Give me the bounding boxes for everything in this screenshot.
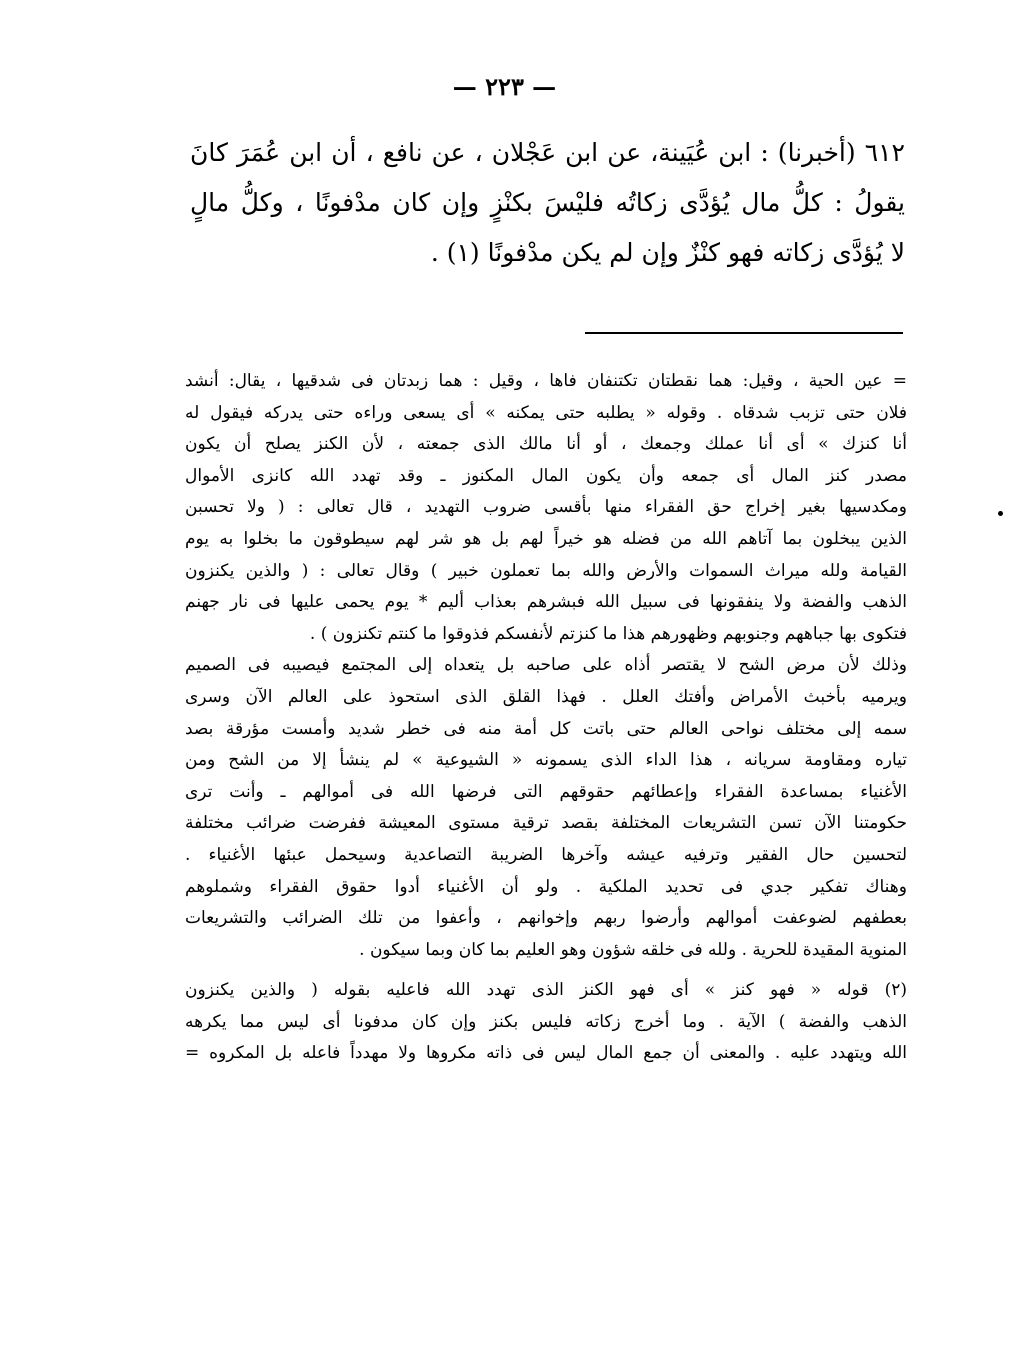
footnote-line: ويرميه بأخبث الأمراض وأفتك العلل . فهذا القلق الذى استحوذ على العالم الآن وسرى xyxy=(185,686,907,707)
footnote-line: سمه إلى مختلف نواحى العالم حتى باتت كل أمة منه فى خطر شديد وأمست مؤرقة بصد xyxy=(185,718,907,739)
footnote-line: القيامة ولله ميراث السموات والأرض والله بما تعملون خبير ) وقال تعالى : ( والذين يكنزون xyxy=(185,560,907,581)
footnote-line: وذلك لأن مرض الشح لا يقتصر أذاه على صاحبه بل يتعداه إلى المجتمع فيصيبه فى الصميم xyxy=(185,655,907,676)
footnote-line: الله ويتهدد عليه . والمعنى أن جمع المال ليس فى ذاته مكروها ولا مهدداً فاعله بل المكروه = xyxy=(185,1043,907,1064)
page-number: — ٢٢٣ — xyxy=(452,72,557,101)
main-hadith-text xyxy=(190,128,905,278)
footnote-line: تياره ومقاومة سريانه ، هذا الداء الذى يسمونه « الشيوعية » لم ينشأ إلا من الشح ومن xyxy=(185,750,907,771)
footnote-line: بعطفهم لضوعفت أموالهم وأرضوا ربهم وإخوانهم ، وأعفوا من تلك الضرائب والتشريعات xyxy=(185,908,907,929)
footnote-line: لتحسين حال الفقير وترفيه عيشه وآخرها الضريبة التصاعدية وسيحمل عبئها الأغنياء . xyxy=(185,844,907,865)
scan-speck xyxy=(998,511,1003,516)
main-text-line: لا يُؤدَّى زكاته فهو كنْزٌ وإن لم يكن مدْفونًا (١) . xyxy=(430,238,905,267)
main-text-line: ٦١٢ (أخبرنا) : ابن عُيَينة، عن ابن عَجْلان ، عن نافع ، أن ابن عُمَرَ كانَ xyxy=(190,138,905,167)
footnote-line: حكومتنا الآن تسن التشريعات المختلفة بقصد ترقية مستوى المعيشة ففرضت ضرائب مختلفة xyxy=(185,813,907,834)
footnote-line: مصدر كنز المال أى جمعه وأن يكون المال المكنوز ـ وقد تهدد الله كانزى الأموال xyxy=(185,465,907,486)
footnotes xyxy=(185,366,907,1070)
footnote-line: فلان حتى تزبب شدقاه . وقوله « يطلبه حتى يمكنه » أى يسعى وراءه حتى يدركه فيقول له xyxy=(185,402,907,423)
footnote-gap xyxy=(185,966,907,975)
footnote-line: = عين الحية ، وقيل: هما نقطتان تكتنفان فاها ، وقيل : هما زبدتان فى شدقيها ، يقال: أنشد xyxy=(185,371,907,391)
footnote-line: الذهب والفضة ) الآية . وما أخرج زكاته فليس بكنز وإن كان مدفونا أى ليس مما يكرهه xyxy=(185,1011,907,1032)
footnote-line: المنوية المقيدة للحرية . ولله فى خلقه شؤون وهو العليم بما كان وبما سيكون . xyxy=(359,939,907,960)
footnote-line: أنا كنزك » أى أنا عملك وجمعك ، أو أنا مالك الذى جمعته ، لأن الكنز يصلح أن يكون xyxy=(185,434,907,455)
footnote-line: الأغنياء بمساعدة الفقراء وإعطائهم حقوقهم التى فرضها الله فى أموالهم ـ وأنت ترى xyxy=(185,781,907,802)
footnote-line: فتكوى بها جباههم وجنوبهم وظهورهم هذا ما كنزتم لأنفسكم فذوقوا ما كنتم تكنزون ) . xyxy=(309,623,907,644)
footnote-line: الذهب والفضة ولا ينفقونها فى سبيل الله فبشرهم بعذاب أليم * يوم يحمى عليها فى نار جهنم xyxy=(185,592,907,613)
footnote-separator xyxy=(585,332,903,334)
footnote-line: ومكدسيها بغير إخراج حق الفقراء منها بأقسى ضروب التهديد ، قال تعالى : ( ولا تحسبن xyxy=(185,497,907,518)
footnote-line: وهناك تفكير جدي فى تحديد الملكية . ولو أن الأغنياء أدوا حقوق الفقراء وشملوهم xyxy=(185,876,907,897)
main-text-line: يقولُ : كلُّ مال يُؤدَّى زكاتُه فليْسَ بكنْزٍ وإن كان مدْفونًا ، وكلُّ مالٍ xyxy=(190,188,905,217)
footnote-line: (٢) قوله « فهو كنز » أى فهو الكنز الذى تهدد الله فاعليه بقوله ( والذين يكنزون xyxy=(185,980,907,1001)
footnote-line: الذين يبخلون بما آتاهم الله من فضله هو خيراً لهم بل هو شر لهم سيطوقون ما بخلوا به يوم xyxy=(185,528,907,549)
